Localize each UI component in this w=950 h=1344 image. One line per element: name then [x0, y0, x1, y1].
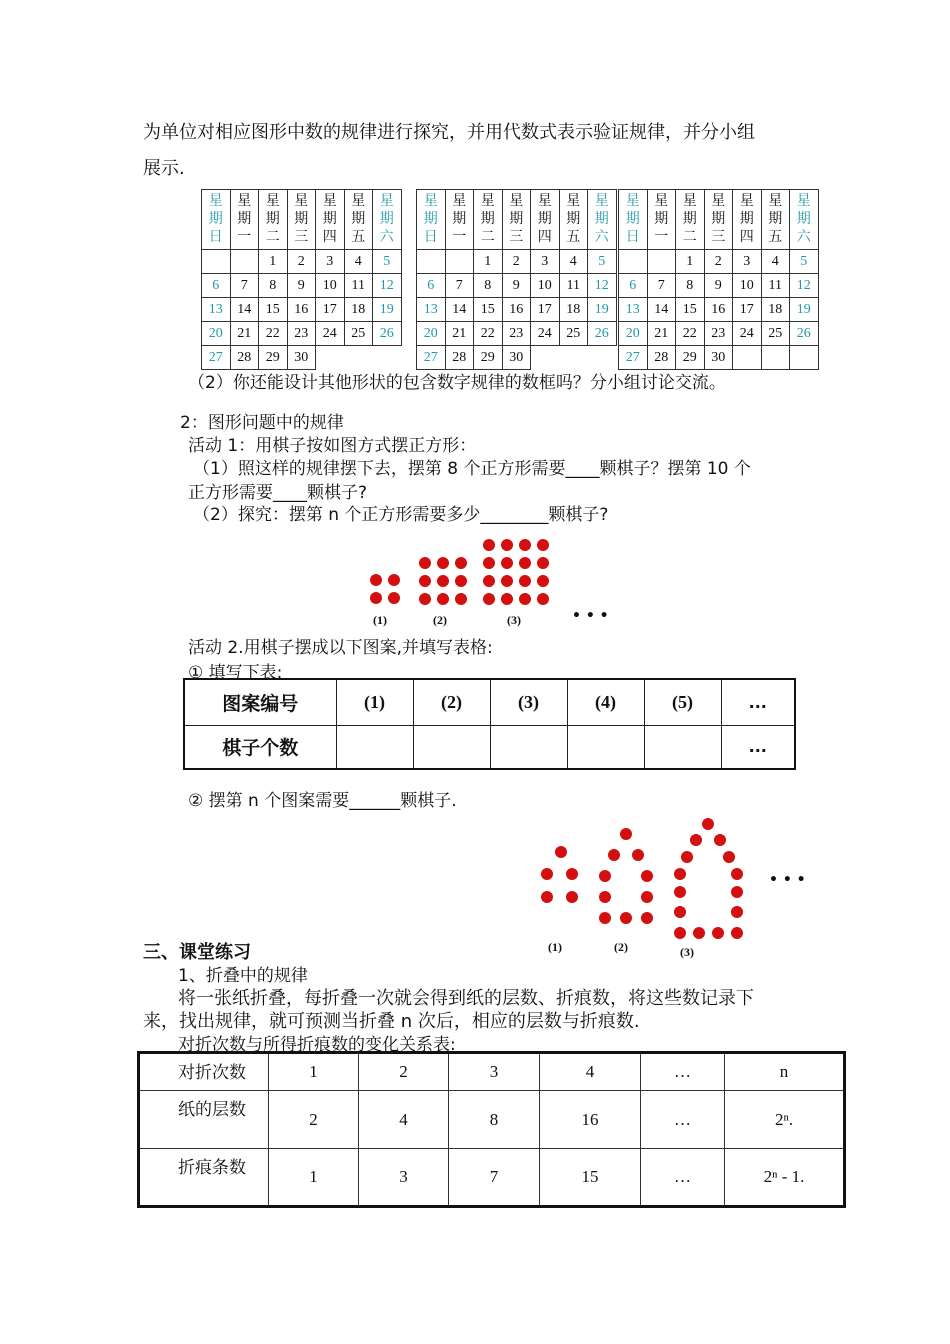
fig2-label-3: (3) — [680, 945, 694, 959]
fold-row-header: 对折次数 — [139, 1053, 269, 1091]
chess-piece-dot — [483, 539, 495, 551]
chess-piece-dot — [537, 593, 549, 605]
chess-piece-dot — [674, 886, 686, 898]
table-cell: (5) — [644, 679, 721, 725]
calendar-date-cell: 21 — [445, 322, 474, 346]
calendar-date-cell: 14 — [647, 298, 676, 322]
fig1-ellipsis: • • • — [572, 608, 609, 624]
fold-table — [137, 1051, 846, 1208]
chess-piece-dot — [501, 575, 513, 587]
calendar-date-cell: 8 — [474, 274, 503, 298]
calendar-day-header: 星 期 三 — [704, 190, 733, 250]
chess-piece-dot — [599, 870, 611, 882]
chess-piece-dot — [599, 891, 611, 903]
calendar-date-cell: 29 — [259, 346, 288, 370]
calendar-date-cell: 20 — [417, 322, 446, 346]
calendar-date-cell: 6 — [619, 274, 648, 298]
calendar-date-cell: 22 — [676, 322, 705, 346]
chess-piece-dot — [437, 575, 449, 587]
calendar-day-header: 星 期 五 — [344, 190, 373, 250]
chess-piece-dot — [437, 557, 449, 569]
activity-1-q1-line1: （1）照这样的规律摆下去，摆第 8 个正方形需要____颗棋子？摆第 10 个 — [193, 459, 751, 479]
calendar-date-cell — [531, 346, 560, 370]
calendar-3 — [618, 189, 819, 370]
fold-cell: 3 — [359, 1149, 449, 1207]
fold-cell: 1 — [269, 1149, 359, 1207]
calendar-date-cell: 9 — [287, 274, 316, 298]
chess-piece-dot — [483, 593, 495, 605]
calendar-date-cell: 29 — [676, 346, 705, 370]
chess-piece-dot — [641, 912, 653, 924]
calendar-date-cell: 7 — [230, 274, 259, 298]
calendar-date-cell: 17 — [316, 298, 345, 322]
calendar-date-cell — [588, 346, 617, 370]
chess-piece-dot — [723, 851, 735, 863]
chess-piece-dot — [566, 891, 578, 903]
fold-cell: 3 — [449, 1053, 540, 1091]
calendar-date-cell: 22 — [259, 322, 288, 346]
chess-piece-dot — [370, 574, 382, 586]
chess-piece-dot — [599, 912, 611, 924]
fold-cell: n — [725, 1053, 845, 1091]
calendar-date-cell: 1 — [474, 250, 503, 274]
chess-piece-dot — [455, 557, 467, 569]
fold-paragraph-3: 对折次数与所得折痕数的变化关系表: — [178, 1035, 456, 1055]
calendar-date-cell — [373, 346, 402, 370]
calendar-date-cell — [733, 346, 762, 370]
calendar-day-header: 星 期 六 — [790, 190, 819, 250]
calendar-date-cell: 3 — [733, 250, 762, 274]
calendar-date-cell: 20 — [619, 322, 648, 346]
fold-paragraph-2: 来，找出规律，就可预测当折叠 n 次后，相应的层数与折痕数. — [143, 1011, 640, 1032]
calendar-date-cell: 5 — [373, 250, 402, 274]
calendar-date-cell: 25 — [761, 322, 790, 346]
intro-line-1: 为单位对相应图形中数的规律进行探究，并用代数式表示验证规律，并分小组 — [143, 122, 755, 143]
fold-cell: 2ⁿ - 1. — [725, 1149, 845, 1207]
calendar-date-cell: 5 — [790, 250, 819, 274]
fold-cell: … — [641, 1053, 725, 1091]
fig1-label-1: (1) — [373, 613, 387, 627]
fold-cell: 15 — [540, 1149, 641, 1207]
section-3-subtitle: 1、折叠中的规律 — [178, 966, 308, 986]
chess-piece-dot — [608, 849, 620, 861]
calendar-date-cell: 24 — [531, 322, 560, 346]
calendar-date-cell: 4 — [559, 250, 588, 274]
calendar-day-header: 星 期 六 — [373, 190, 402, 250]
table-cell[interactable] — [644, 725, 721, 769]
chess-piece-dot — [641, 870, 653, 882]
calendar-date-cell: 28 — [230, 346, 259, 370]
table-row-header: 棋子个数 — [184, 725, 336, 769]
calendar-day-header: 星 期 二 — [676, 190, 705, 250]
chess-piece-dot — [674, 868, 686, 880]
calendar-date-cell — [202, 250, 231, 274]
fold-cell: … — [641, 1091, 725, 1149]
chess-piece-dot — [370, 592, 382, 604]
chess-piece-dot — [437, 593, 449, 605]
calendar-date-cell — [344, 346, 373, 370]
calendar-date-cell: 23 — [287, 322, 316, 346]
activity-2-text: 活动 2.用棋子摆成以下图案,并填写表格: — [188, 638, 493, 658]
calendar-date-cell: 24 — [733, 322, 762, 346]
fold-cell: 8 — [449, 1091, 540, 1149]
chess-piece-dot — [712, 927, 724, 939]
fold-cell: … — [641, 1149, 725, 1207]
calendar-date-cell — [417, 250, 446, 274]
calendar-date-cell: 18 — [344, 298, 373, 322]
chess-piece-dot — [419, 593, 431, 605]
calendar-date-cell: 26 — [588, 322, 617, 346]
chess-piece-dot — [690, 834, 702, 846]
calendar-day-header: 星 期 五 — [559, 190, 588, 250]
calendar-day-header: 星 期 四 — [733, 190, 762, 250]
calendar-date-cell: 7 — [647, 274, 676, 298]
calendar-date-cell — [761, 346, 790, 370]
calendar-day-header: 星 期 四 — [531, 190, 560, 250]
question-2-text: （2）你还能设计其他形状的包含数字规律的数框吗？分小组讨论交流。 — [188, 373, 726, 393]
chess-piece-dot — [693, 927, 705, 939]
calendar-date-cell: 30 — [287, 346, 316, 370]
calendar-date-cell: 15 — [676, 298, 705, 322]
chess-piece-dot — [519, 575, 531, 587]
calendar-date-cell: 3 — [316, 250, 345, 274]
calendar-date-cell: 19 — [373, 298, 402, 322]
activity-1-text: 活动 1：用棋子按如图方式摆正方形： — [188, 436, 477, 456]
fold-cell: 1 — [269, 1053, 359, 1091]
calendar-date-cell: 14 — [230, 298, 259, 322]
chess-piece-dot — [541, 891, 553, 903]
calendar-date-cell: 9 — [704, 274, 733, 298]
chess-piece-dot — [519, 557, 531, 569]
chess-piece-dot — [731, 886, 743, 898]
fig1-label-2: (2) — [433, 613, 447, 627]
calendar-date-cell: 1 — [676, 250, 705, 274]
calendar-day-header: 星 期 二 — [474, 190, 503, 250]
calendar-date-cell: 26 — [373, 322, 402, 346]
calendar-day-header: 星 期 一 — [445, 190, 474, 250]
calendar-date-cell: 30 — [704, 346, 733, 370]
calendar-date-cell: 11 — [344, 274, 373, 298]
chess-piece-dot — [541, 868, 553, 880]
table-cell[interactable] — [413, 725, 490, 769]
calendar-date-cell: 20 — [202, 322, 231, 346]
calendar-date-cell: 6 — [417, 274, 446, 298]
calendar-date-cell: 25 — [559, 322, 588, 346]
calendar-date-cell: 10 — [316, 274, 345, 298]
chess-piece-dot — [566, 868, 578, 880]
chess-piece-dot — [537, 557, 549, 569]
table-cell: (2) — [413, 679, 490, 725]
table-cell[interactable] — [336, 725, 413, 769]
calendar-date-cell — [445, 250, 474, 274]
calendar-date-cell: 15 — [474, 298, 503, 322]
chess-piece-dot — [641, 891, 653, 903]
calendar-date-cell: 4 — [761, 250, 790, 274]
fig2-label-2: (2) — [614, 940, 628, 954]
chess-piece-dot — [620, 912, 632, 924]
calendar-date-cell: 18 — [559, 298, 588, 322]
section-3-title: 三、课堂练习 — [143, 942, 251, 963]
calendar-date-cell: 21 — [230, 322, 259, 346]
fold-paragraph-1: 将一张纸折叠，每折叠一次就会得到纸的层数、折痕数，将这些数记录下 — [178, 988, 754, 1009]
table-cell: ... — [721, 725, 795, 769]
activity-2-fill: ① 填写下表: — [188, 663, 283, 683]
calendar-date-cell: 13 — [619, 298, 648, 322]
calendar-date-cell: 27 — [619, 346, 648, 370]
table-cell[interactable] — [490, 725, 567, 769]
chess-piece-dot — [731, 927, 743, 939]
fold-cell: 2 — [359, 1053, 449, 1091]
section-2-title: 2：图形问题中的规律 — [180, 413, 344, 433]
calendar-2 — [416, 189, 617, 370]
calendar-day-header: 星 期 三 — [502, 190, 531, 250]
calendar-date-cell: 2 — [287, 250, 316, 274]
calendar-date-cell: 2 — [704, 250, 733, 274]
calendar-date-cell: 25 — [344, 322, 373, 346]
table-row-header: 图案编号 — [184, 679, 336, 725]
chess-piece-dot — [537, 539, 549, 551]
activity-1-q1-line2: 正方形需要____颗棋子? — [188, 483, 368, 503]
calendar-date-cell: 12 — [373, 274, 402, 298]
calendar-date-cell: 16 — [287, 298, 316, 322]
calendar-day-header: 星 期 二 — [259, 190, 288, 250]
calendar-date-cell — [619, 250, 648, 274]
chess-piece-dot — [714, 834, 726, 846]
calendar-date-cell — [316, 346, 345, 370]
chess-piece-dot — [681, 851, 693, 863]
calendar-date-cell: 29 — [474, 346, 503, 370]
fold-cell: 2 — [269, 1091, 359, 1149]
calendar-date-cell — [230, 250, 259, 274]
table-cell: (3) — [490, 679, 567, 725]
calendar-date-cell: 22 — [474, 322, 503, 346]
chess-piece-dot — [388, 574, 400, 586]
fold-cell: 16 — [540, 1091, 641, 1149]
fold-cell: 4 — [540, 1053, 641, 1091]
calendar-day-header: 星 期 四 — [316, 190, 345, 250]
calendar-date-cell: 30 — [502, 346, 531, 370]
calendar-date-cell — [790, 346, 819, 370]
calendar-date-cell: 10 — [733, 274, 762, 298]
chess-piece-dot — [620, 828, 632, 840]
table-cell: (1) — [336, 679, 413, 725]
chess-piece-dot — [483, 575, 495, 587]
calendar-date-cell: 15 — [259, 298, 288, 322]
calendar-date-cell: 23 — [502, 322, 531, 346]
chess-piece-dot — [501, 539, 513, 551]
calendar-date-cell: 26 — [790, 322, 819, 346]
chess-piece-dot — [519, 539, 531, 551]
calendar-date-cell: 17 — [733, 298, 762, 322]
table-cell: (4) — [567, 679, 644, 725]
fig1-label-3: (3) — [507, 613, 521, 627]
calendar-day-header: 星 期 三 — [287, 190, 316, 250]
calendar-date-cell: 12 — [588, 274, 617, 298]
pattern-count-table — [183, 678, 796, 770]
calendar-date-cell: 13 — [417, 298, 446, 322]
calendar-date-cell: 27 — [417, 346, 446, 370]
calendar-1 — [201, 189, 402, 370]
fold-cell: 7 — [449, 1149, 540, 1207]
calendar-date-cell: 28 — [445, 346, 474, 370]
calendar-date-cell: 8 — [676, 274, 705, 298]
intro-line-2: 展示. — [143, 158, 185, 179]
chess-piece-dot — [674, 927, 686, 939]
calendar-date-cell: 13 — [202, 298, 231, 322]
chess-piece-dot — [731, 868, 743, 880]
chess-piece-dot — [388, 592, 400, 604]
calendar-date-cell: 24 — [316, 322, 345, 346]
calendar-date-cell: 4 — [344, 250, 373, 274]
calendar-date-cell: 11 — [761, 274, 790, 298]
chess-piece-dot — [674, 906, 686, 918]
calendar-date-cell: 9 — [502, 274, 531, 298]
fig2-ellipsis: • • • — [769, 872, 806, 888]
calendar-date-cell: 16 — [704, 298, 733, 322]
chess-piece-dot — [501, 593, 513, 605]
chess-piece-dot — [455, 575, 467, 587]
calendar-date-cell: 17 — [531, 298, 560, 322]
calendar-day-header: 星 期 五 — [761, 190, 790, 250]
chess-piece-dot — [537, 575, 549, 587]
calendar-date-cell: 7 — [445, 274, 474, 298]
calendar-date-cell: 28 — [647, 346, 676, 370]
calendar-date-cell: 6 — [202, 274, 231, 298]
calendar-day-header: 星 期 日 — [202, 190, 231, 250]
chess-piece-dot — [731, 906, 743, 918]
chess-piece-dot — [632, 849, 644, 861]
calendar-date-cell: 8 — [259, 274, 288, 298]
calendar-date-cell: 21 — [647, 322, 676, 346]
calendar-date-cell: 11 — [559, 274, 588, 298]
fold-cell: 2ⁿ. — [725, 1091, 845, 1149]
calendar-date-cell: 3 — [531, 250, 560, 274]
calendar-day-header: 星 期 一 — [647, 190, 676, 250]
calendar-date-cell: 19 — [790, 298, 819, 322]
calendar-date-cell: 5 — [588, 250, 617, 274]
calendar-date-cell: 18 — [761, 298, 790, 322]
chess-piece-dot — [419, 575, 431, 587]
calendar-date-cell: 14 — [445, 298, 474, 322]
chess-piece-dot — [519, 593, 531, 605]
chess-piece-dot — [419, 557, 431, 569]
chess-piece-dot — [555, 846, 567, 858]
table-cell[interactable] — [567, 725, 644, 769]
calendar-date-cell: 12 — [790, 274, 819, 298]
calendar-date-cell: 1 — [259, 250, 288, 274]
chess-piece-dot — [455, 593, 467, 605]
calendar-date-cell: 2 — [502, 250, 531, 274]
calendar-date-cell: 27 — [202, 346, 231, 370]
calendar-day-header: 星 期 日 — [619, 190, 648, 250]
calendar-date-cell: 10 — [531, 274, 560, 298]
calendar-date-cell — [647, 250, 676, 274]
chess-piece-dot — [702, 818, 714, 830]
fold-cell: 4 — [359, 1091, 449, 1149]
calendar-date-cell: 16 — [502, 298, 531, 322]
calendar-date-cell: 19 — [588, 298, 617, 322]
chess-piece-dot — [483, 557, 495, 569]
fig2-label-1: (1) — [548, 940, 562, 954]
activity-2-question: ② 摆第 n 个图案需要______颗棋子. — [188, 791, 457, 811]
fold-row-header: 纸的层数 — [139, 1091, 269, 1149]
activity-1-q2: （2）探究：摆第 n 个正方形需要多少________颗棋子? — [193, 505, 609, 525]
table-cell: ... — [721, 679, 795, 725]
calendar-day-header: 星 期 六 — [588, 190, 617, 250]
fold-row-header: 折痕条数 — [139, 1149, 269, 1207]
calendar-day-header: 星 期 一 — [230, 190, 259, 250]
chess-piece-dot — [501, 557, 513, 569]
calendar-date-cell: 23 — [704, 322, 733, 346]
calendar-date-cell — [559, 346, 588, 370]
calendar-day-header: 星 期 日 — [417, 190, 446, 250]
